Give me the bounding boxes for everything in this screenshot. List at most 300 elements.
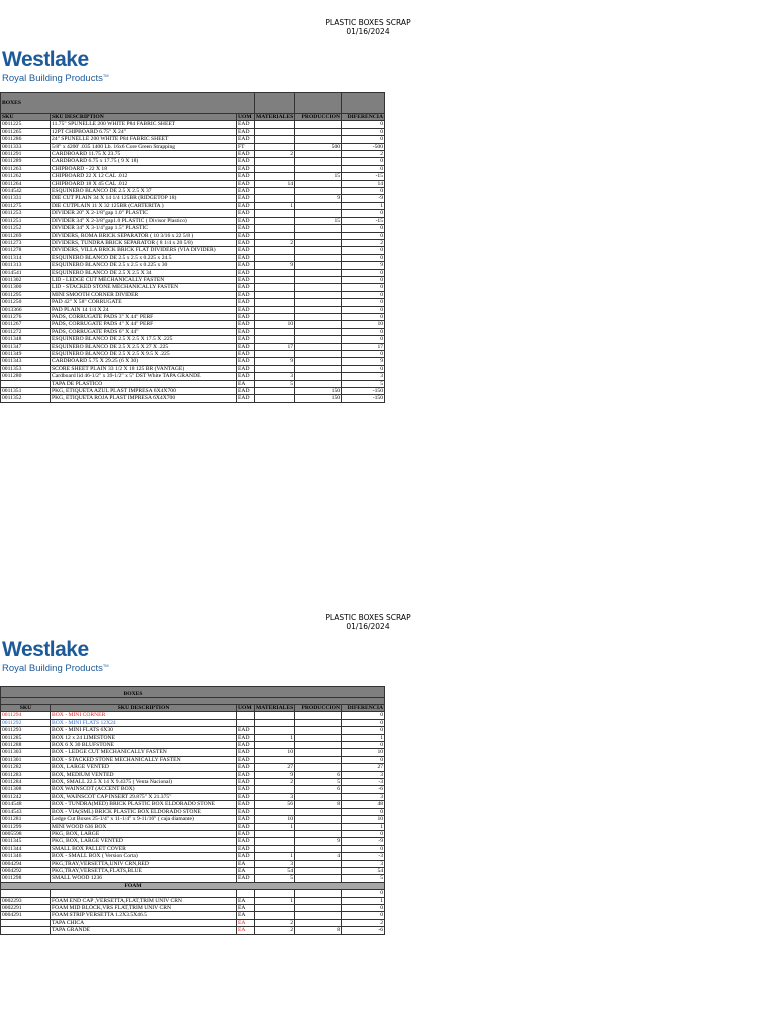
table-row xyxy=(1,365,385,372)
cell-sku: 0011352 xyxy=(1,395,51,402)
cell-uom: EAD xyxy=(237,136,255,143)
cell-produccion xyxy=(295,269,342,276)
cell-uom: EAD xyxy=(237,321,255,328)
logo-wordmark: Westlake xyxy=(2,48,89,71)
cell-sku: 0011303 xyxy=(1,749,51,756)
cell-uom: EAD xyxy=(237,742,255,749)
cell-sku: 0011286 xyxy=(1,136,51,143)
cell-description: DIVIDERS, TUNDRA BRICK SEPARATOR ( 8 1/4 x 20 5/8) xyxy=(51,239,237,246)
table-row xyxy=(1,845,385,852)
cell-materiales xyxy=(255,165,295,172)
cell-produccion xyxy=(295,232,342,239)
cell-produccion xyxy=(295,727,342,734)
cell-produccion xyxy=(295,180,342,187)
cell-description: DIVIDER 34" X 2-3/8"gap1.0 PLASTIC ( Divisor Plastico) xyxy=(51,217,237,224)
cell-materiales xyxy=(255,269,295,276)
cell-description: BOX, MEDIUM VENTED xyxy=(51,771,237,778)
cell-sku: 0014542 xyxy=(1,188,51,195)
table-row xyxy=(1,867,385,874)
cell-diferencia: 0 xyxy=(342,365,385,372)
cell-uom: EAD xyxy=(237,853,255,860)
table-row xyxy=(1,343,385,350)
table-row xyxy=(1,860,385,867)
table-row xyxy=(1,749,385,756)
cell-diferencia: 9 xyxy=(342,262,385,269)
cell-uom: EAD xyxy=(237,727,255,734)
cell-uom: EAD xyxy=(237,173,255,180)
cell-uom: EAD xyxy=(237,845,255,852)
cell-uom: EAD xyxy=(237,801,255,808)
cell-diferencia: 3 xyxy=(342,373,385,380)
cell-diferencia: 0 xyxy=(342,313,385,320)
logo-trademark: TM xyxy=(102,73,109,78)
cell-description: MINI WOOD 636 BOX xyxy=(51,823,237,830)
table-row xyxy=(1,875,385,882)
cell-description: CHIPBOARD 18 X 45 CAL .012 xyxy=(51,180,237,187)
cell-sku: 0013366 xyxy=(1,306,51,313)
cell-materiales xyxy=(255,158,295,165)
cell-materiales: 17 xyxy=(255,343,295,350)
boxes-table-2 xyxy=(0,686,385,935)
cell-diferencia: 0 xyxy=(342,890,385,897)
cell-uom: EA xyxy=(237,897,255,904)
cell-produccion xyxy=(295,262,342,269)
cell-diferencia: 0 xyxy=(342,299,385,306)
boxes-table-1 xyxy=(0,92,385,403)
cell-produccion xyxy=(295,860,342,867)
cell-produccion xyxy=(295,749,342,756)
table-row xyxy=(1,299,385,306)
cell-materiales: 10 xyxy=(255,816,295,823)
cell-produccion xyxy=(295,904,342,911)
table-row xyxy=(1,734,385,741)
table-row xyxy=(1,853,385,860)
cell-sku: 0011308 xyxy=(1,786,51,793)
cell-uom: EA xyxy=(237,919,255,926)
cell-uom: EAD xyxy=(237,816,255,823)
cell-produccion xyxy=(295,321,342,328)
cell-diferencia: 2 xyxy=(342,151,385,158)
cell-diferencia: 0 xyxy=(342,188,385,195)
cell-materiales: 5 xyxy=(255,875,295,882)
cell-uom: EAD xyxy=(237,373,255,380)
cell-diferencia: 0 xyxy=(342,830,385,837)
column-header-diferencia: DIFERENCIA xyxy=(342,705,385,712)
cell-diferencia: 0 xyxy=(342,165,385,172)
cell-produccion xyxy=(295,351,342,358)
cell-description: CARDBOARD 5.75 X 29.25 (6 X 30) xyxy=(51,358,237,365)
cell-sku: 0011301 xyxy=(1,756,51,763)
cell-description: 24" SPUNELLE 200 WHITE P84 FABRIC SHEET xyxy=(51,136,237,143)
cell-uom: EAD xyxy=(237,388,255,395)
header-band-spacer xyxy=(1,698,385,705)
cell-sku: 0011251 xyxy=(1,217,51,224)
table-row xyxy=(1,336,385,343)
cell-diferencia: 0 xyxy=(342,284,385,291)
cell-materiales xyxy=(255,808,295,815)
cell-description: FOAM STRIP VERSETTA 1.2X3.5X46.5 xyxy=(51,912,237,919)
cell-produccion: 150 xyxy=(295,395,342,402)
cell-diferencia: 0 xyxy=(342,756,385,763)
cell-materiales: 1 xyxy=(255,823,295,830)
cell-uom: EA xyxy=(237,380,255,387)
cell-materiales xyxy=(255,291,295,298)
cell-produccion xyxy=(295,343,342,350)
cell-description: FOAM END CAP ,VERSETTA,FLAT,TRIM UNIV CRN xyxy=(51,897,237,904)
cell-description: SCORE SHEET PLAIN 33 1/2 X 18 125 BR (VANTAGE) xyxy=(51,365,237,372)
cell-sku: 0014548 xyxy=(1,801,51,808)
cell-produccion: 5 xyxy=(295,779,342,786)
cell-description: CARDBOARD 6.75 x 17.75 ( 9 X 18) xyxy=(51,158,237,165)
cell-sku: 0011348 xyxy=(1,336,51,343)
table-row xyxy=(1,919,385,926)
cell-sku: 0011272 xyxy=(1,328,51,335)
cell-produccion xyxy=(295,823,342,830)
cell-description: DIE CUTPLAIN 11 X 32 125BR (CARTERITA ) xyxy=(51,202,237,209)
cell-diferencia: -15 xyxy=(342,173,385,180)
cell-uom: EAD xyxy=(237,756,255,763)
cell-diferencia: 0 xyxy=(342,845,385,852)
cell-diferencia: 0 xyxy=(342,269,385,276)
cell-materiales xyxy=(255,313,295,320)
cell-produccion xyxy=(295,202,342,209)
cell-materiales: 56 xyxy=(255,801,295,808)
cell-description: PADS, CORRUGATE PADS 3" X 44" PERF xyxy=(51,313,237,320)
cell-description: MINI SMOOTH CORNER DIVIDER xyxy=(51,291,237,298)
cell-diferencia: 9 xyxy=(342,358,385,365)
cell-sku: 0011269 xyxy=(1,232,51,239)
cell-diferencia: 10 xyxy=(342,749,385,756)
cell-produccion xyxy=(295,875,342,882)
cell-sku: 0011346 xyxy=(1,853,51,860)
cell-diferencia: 0 xyxy=(342,128,385,135)
cell-produccion xyxy=(295,756,342,763)
cell-sku: 0011302 xyxy=(1,276,51,283)
cell-description xyxy=(51,890,237,897)
column-header-uom: UOM xyxy=(237,114,255,121)
table-row xyxy=(1,217,385,224)
cell-sku: 0011345 xyxy=(1,838,51,845)
cell-description: 12PT CHIPBOARD 6.75" X 24" xyxy=(51,128,237,135)
cell-description: PKG, BOX, LARGE xyxy=(51,830,237,837)
cell-sku: 0011333 xyxy=(1,143,51,150)
cell-diferencia: -150 xyxy=(342,388,385,395)
table-row xyxy=(1,313,385,320)
cell-produccion xyxy=(295,121,342,128)
cell-uom: EAD xyxy=(237,299,255,306)
cell-materiales: 54 xyxy=(255,867,295,874)
column-header-row xyxy=(1,114,385,121)
cell-materiales: 2 xyxy=(255,927,295,934)
cell-materiales: 10 xyxy=(255,321,295,328)
cell-diferencia: -150 xyxy=(342,395,385,402)
cell-description: PKG, ETIQUETA ROJA PLAST IMPRESA 6X4X700 xyxy=(51,395,237,402)
cell-materiales xyxy=(255,136,295,143)
cell-sku: 0011250 xyxy=(1,299,51,306)
cell-description: PADS, CORRUGATE PADS 6" X 44" xyxy=(51,328,237,335)
cell-produccion: 6 xyxy=(295,786,342,793)
cell-produccion xyxy=(295,225,342,232)
cell-materiales xyxy=(255,727,295,734)
cell-materiales xyxy=(255,365,295,372)
cell-uom: EAD xyxy=(237,838,255,845)
cell-diferencia: 0 xyxy=(342,210,385,217)
cell-description: CARDBOARD 11.75 X 23.75 xyxy=(51,151,237,158)
cell-materiales: 1 xyxy=(255,202,295,209)
table-row xyxy=(1,136,385,143)
cell-diferencia: 48 xyxy=(342,801,385,808)
title-date: 01/16/2024 xyxy=(346,27,390,36)
cell-uom: EAD xyxy=(237,779,255,786)
cell-materiales xyxy=(255,712,295,719)
cell-description: ESQUINERO BLANCO DE 2.5 X 2.5 X 27 X .225 xyxy=(51,343,237,350)
cell-sku: 0002291 xyxy=(1,904,51,911)
cell-produccion: 4 xyxy=(295,853,342,860)
cell-produccion xyxy=(295,188,342,195)
title-text: PLASTIC BOXES SCRAP xyxy=(325,613,411,622)
cell-produccion: 8 xyxy=(295,927,342,934)
table-row xyxy=(1,121,385,128)
logo-tagline-text: Royal Building Products xyxy=(2,73,103,85)
cell-materiales xyxy=(255,786,295,793)
cell-uom: EAD xyxy=(237,358,255,365)
cell-produccion xyxy=(295,742,342,749)
cell-description: BOX, WAINSCOT CAP INSERT 29.875" X 21.375" xyxy=(51,793,237,800)
table-row xyxy=(1,180,385,187)
cell-materiales xyxy=(255,890,295,897)
cell-materiales xyxy=(255,756,295,763)
cell-description: ESQUINERO BLANCO DE 2.5 x 2.5 x 0.225 x 30 xyxy=(51,262,237,269)
cell-produccion xyxy=(295,128,342,135)
cell-uom: EAD xyxy=(237,830,255,837)
table-row xyxy=(1,801,385,808)
cell-materiales: 9 xyxy=(255,771,295,778)
cell-uom: EAD xyxy=(237,128,255,135)
cell-diferencia: 3 xyxy=(342,793,385,800)
table-row xyxy=(1,269,385,276)
table-row xyxy=(1,225,385,232)
cell-uom: EAD xyxy=(237,232,255,239)
cell-diferencia: 1 xyxy=(342,734,385,741)
cell-produccion xyxy=(295,284,342,291)
cell-materiales xyxy=(255,188,295,195)
cell-materiales: 27 xyxy=(255,764,295,771)
cell-description: BOX - MINI CORNER xyxy=(51,712,237,719)
cell-produccion: 9 xyxy=(295,838,342,845)
table-row xyxy=(1,173,385,180)
table-row xyxy=(1,254,385,261)
cell-uom: EAD xyxy=(237,336,255,343)
cell-materiales xyxy=(255,210,295,217)
column-header-row xyxy=(1,705,385,712)
logo-tagline xyxy=(2,660,109,674)
cell-diferencia: 0 xyxy=(342,121,385,128)
cell-sku: 0005598 xyxy=(1,830,51,837)
cell-sku: 0011344 xyxy=(1,845,51,852)
cell-materiales xyxy=(255,173,295,180)
table-row xyxy=(1,890,385,897)
cell-diferencia: 3 xyxy=(342,771,385,778)
section-label-foam: FOAM xyxy=(1,882,385,889)
cell-sku: 0011292 xyxy=(1,719,51,726)
cell-diferencia: 0 xyxy=(342,912,385,919)
cell-diferencia: 10 xyxy=(342,816,385,823)
column-header-description: SKU DESCRIPTION xyxy=(51,114,237,121)
cell-diferencia: -3 xyxy=(342,853,385,860)
cell-diferencia: 0 xyxy=(342,719,385,726)
cell-produccion xyxy=(295,830,342,837)
cell-description: LID - STACKED STONE MECHANICALLY FASTEN xyxy=(51,284,237,291)
cell-description: DIE CUT PLAIN 34 X 14 1/4 125BR (RIDGETOP 18) xyxy=(51,195,237,202)
cell-description: PADS, CORRUGATE PADS 4" X 44" PERF xyxy=(51,321,237,328)
cell-sku: 0011273 xyxy=(1,239,51,246)
cell-uom: EAD xyxy=(237,734,255,741)
cell-description: TAPA DE PLASTICO xyxy=(51,380,237,387)
column-header-sku: SKU xyxy=(1,114,51,121)
cell-diferencia: 3 xyxy=(342,860,385,867)
band-cell xyxy=(1,698,385,705)
cell-sku: 0011278 xyxy=(1,247,51,254)
cell-diferencia: -9 xyxy=(342,838,385,845)
cell-diferencia: -6 xyxy=(342,786,385,793)
cell-materiales xyxy=(255,904,295,911)
cell-uom: EAD xyxy=(237,195,255,202)
cell-sku: 0011295 xyxy=(1,291,51,298)
table-row xyxy=(1,165,385,172)
cell-description: BOX 6 X 30 BLUFSTONE xyxy=(51,742,237,749)
cell-uom: EAD xyxy=(237,269,255,276)
cell-materiales xyxy=(255,232,295,239)
table-row xyxy=(1,188,385,195)
table-row xyxy=(1,380,385,387)
cell-diferencia: 0 xyxy=(342,808,385,815)
cell-diferencia: 0 xyxy=(342,291,385,298)
cell-diferencia: 1 xyxy=(342,202,385,209)
cell-description: BOX - LEDGE CUT MECHANICALLY FASTEN xyxy=(51,749,237,756)
cell-materiales: 14 xyxy=(255,180,295,187)
cell-sku: 0004291 xyxy=(1,912,51,919)
cell-diferencia: -9 xyxy=(342,195,385,202)
cell-diferencia: 5 xyxy=(342,875,385,882)
cell-produccion xyxy=(295,919,342,926)
cell-diferencia: 27 xyxy=(342,764,385,771)
cell-sku: 0011291 xyxy=(1,151,51,158)
cell-uom: EAD xyxy=(237,151,255,158)
cell-materiales xyxy=(255,143,295,150)
cell-uom: EAD xyxy=(237,328,255,335)
cell-diferencia: 0 xyxy=(342,247,385,254)
table-row xyxy=(1,727,385,734)
cell-description: 5/8" x 4200' .035 1400 Lb. 16x6 Core Green Strapping xyxy=(51,143,237,150)
cell-produccion xyxy=(295,165,342,172)
table-row xyxy=(1,151,385,158)
cell-description: ESQUINERO BLANCO DE 2.5 X 2.5 X 9.5 X .225 xyxy=(51,351,237,358)
table-row xyxy=(1,779,385,786)
logo-tagline-text: Royal Building Products xyxy=(2,663,103,675)
cell-materiales: 1 xyxy=(255,734,295,741)
cell-uom: EA xyxy=(237,904,255,911)
cell-sku: 0011293 xyxy=(1,727,51,734)
cell-produccion xyxy=(295,365,342,372)
table-row xyxy=(1,321,385,328)
cell-materiales xyxy=(255,254,295,261)
cell-materiales xyxy=(255,395,295,402)
table-row xyxy=(1,719,385,726)
title-date: 01/16/2024 xyxy=(346,622,390,631)
cell-diferencia: -15 xyxy=(342,217,385,224)
cell-sku: 0011265 xyxy=(1,128,51,135)
table-row xyxy=(1,262,385,269)
cell-description: PKG, BOX, LARGE VENTED xyxy=(51,838,237,845)
cell-description: LID - LEDGE CUT MECHANICALLY FASTEN xyxy=(51,276,237,283)
cell-sku: 0011349 xyxy=(1,351,51,358)
cell-produccion xyxy=(295,247,342,254)
cell-produccion xyxy=(295,210,342,217)
cell-description: SMALL BOX PALLET COVER xyxy=(51,845,237,852)
cell-uom: EAD xyxy=(237,210,255,217)
cell-sku: 0011289 xyxy=(1,158,51,165)
column-header-sku: SKU xyxy=(1,705,51,712)
cell-uom: EAD xyxy=(237,291,255,298)
cell-uom: EAD xyxy=(237,254,255,261)
cell-description: BOX - SMALL BOX ( Version Corta) xyxy=(51,853,237,860)
cell-description: BOX - MINI FLATS 12X24 xyxy=(51,719,237,726)
cell-uom: EAD xyxy=(237,262,255,269)
table-row xyxy=(1,195,385,202)
cell-sku: 0011314 xyxy=(1,254,51,261)
cell-materiales xyxy=(255,276,295,283)
table-row xyxy=(1,143,385,150)
cell-produccion xyxy=(295,151,342,158)
cell-uom: EAD xyxy=(237,764,255,771)
cell-produccion xyxy=(295,291,342,298)
cell-diferencia: -500 xyxy=(342,143,385,150)
table-row xyxy=(1,291,385,298)
cell-diferencia: 54 xyxy=(342,867,385,874)
cell-produccion xyxy=(295,890,342,897)
table-row xyxy=(1,239,385,246)
cell-description: TAPA CHICA xyxy=(51,919,237,926)
cell-produccion xyxy=(295,897,342,904)
cell-uom: EAD xyxy=(237,786,255,793)
table-row xyxy=(1,247,385,254)
section-label-boxes: BOXES xyxy=(1,93,255,114)
cell-uom: EAD xyxy=(237,188,255,195)
cell-sku: 0004292 xyxy=(1,867,51,874)
cell-sku: 0011331 xyxy=(1,195,51,202)
cell-diferencia: 0 xyxy=(342,254,385,261)
header-band xyxy=(1,93,385,114)
column-header-uom: UOM xyxy=(237,705,255,712)
cell-diferencia: 10 xyxy=(342,321,385,328)
table-row xyxy=(1,276,385,283)
cell-sku: 0011267 xyxy=(1,321,51,328)
column-header-produccion: PRODUCCION xyxy=(295,705,342,712)
cell-produccion xyxy=(295,136,342,143)
cell-uom: EAD xyxy=(237,793,255,800)
cell-produccion xyxy=(295,276,342,283)
cell-produccion: 6 xyxy=(295,771,342,778)
cell-materiales xyxy=(255,351,295,358)
cell-uom xyxy=(237,890,255,897)
table-row xyxy=(1,771,385,778)
cell-materiales xyxy=(255,217,295,224)
cell-produccion: 150 xyxy=(295,388,342,395)
cell-produccion: 9 xyxy=(295,195,342,202)
cell-diferencia: 0 xyxy=(342,727,385,734)
cell-materiales xyxy=(255,328,295,335)
cell-description: PKG,TRAY,VERSETTA,FLATS,BLUE xyxy=(51,867,237,874)
